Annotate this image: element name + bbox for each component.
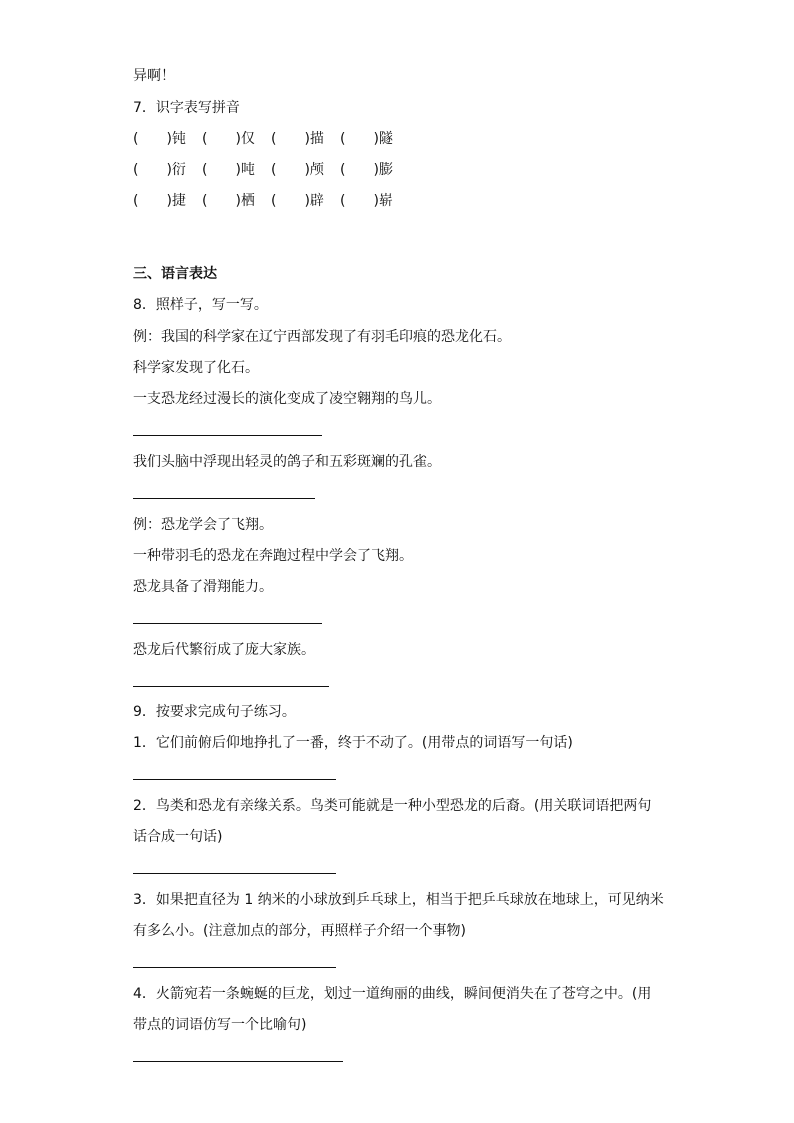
- q8-example-1-result: 科学家发现了化石。: [133, 360, 259, 376]
- pinyin-item: ( )吨: [202, 162, 255, 178]
- q8-sentence-3: 恐龙具备了滑翔能力。: [133, 579, 273, 595]
- pinyin-item: ( )辟: [271, 193, 324, 209]
- q9-item-4-line-1: 4．火箭宛若一条蜿蜒的巨龙，划过一道绚丽的曲线，瞬间便消失在了苍穹之中。(用: [133, 986, 652, 1002]
- q9-item-4-line-2: 带点的词语仿写一个比喻句): [133, 1017, 307, 1033]
- answer-blank[interactable]: [133, 873, 336, 874]
- pinyin-item: ( )崭: [340, 193, 393, 209]
- answer-blank[interactable]: [133, 967, 336, 968]
- answer-blank[interactable]: [133, 623, 322, 624]
- q9-item-3-line-2: 有多么小。(注意加点的部分，再照样子介绍一个事物): [133, 923, 466, 939]
- answer-blank[interactable]: [133, 498, 315, 499]
- q9-item-2-line-1: 2．鸟类和恐龙有亲缘关系。鸟类可能就是一种小型恐龙的后裔。(用关联词语把两句: [133, 798, 652, 814]
- intro-tail: 异啊！: [133, 68, 175, 84]
- q9-title: 9．按要求完成句子练习。: [133, 704, 296, 720]
- q9-item-1: 1．它们前俯后仰地挣扎了一番，终于不动了。(用带点的词语写一句话): [133, 735, 573, 751]
- pinyin-item: ( )衍: [133, 162, 186, 178]
- pinyin-item: ( )仅: [202, 131, 255, 147]
- pinyin-item: ( )捷: [133, 193, 186, 209]
- pinyin-item: ( )隧: [340, 131, 393, 147]
- pinyin-item: ( )描: [271, 131, 324, 147]
- q8-sentence-4: 恐龙后代繁衍成了庞大家族。: [133, 642, 315, 658]
- q8-example-1: 例：我国的科学家在辽宁西部发现了有羽毛印痕的恐龙化石。: [133, 329, 511, 345]
- q8-example-2: 例：恐龙学会了飞翔。: [133, 517, 273, 533]
- answer-blank[interactable]: [133, 435, 322, 436]
- q8-sentence-2: 我们头脑中浮现出轻灵的鸽子和五彩斑斓的孔雀。: [133, 454, 441, 470]
- q8-sentence-1: 一支恐龙经过漫长的演化变成了凌空翱翔的鸟儿。: [133, 391, 441, 407]
- pinyin-item: ( )钝: [133, 131, 186, 147]
- section-3-title: 三、语言表达: [133, 266, 217, 282]
- answer-blank[interactable]: [133, 686, 329, 687]
- pinyin-item: ( )膨: [340, 162, 393, 178]
- pinyin-item: ( )颅: [271, 162, 324, 178]
- q9-item-2-line-2: 话合成一句话): [133, 829, 223, 845]
- q8-example-2-result: 一种带羽毛的恐龙在奔跑过程中学会了飞翔。: [133, 548, 413, 564]
- pinyin-item: ( )栖: [202, 193, 255, 209]
- q9-item-3-line-1: 3．如果把直径为 1 纳米的小球放到乒乓球上，相当于把乒乓球放在地球上，可见纳米: [133, 892, 664, 908]
- q7-title: 7．识字表写拼音: [133, 100, 240, 116]
- answer-blank[interactable]: [133, 779, 336, 780]
- answer-blank[interactable]: [133, 1061, 343, 1062]
- q8-title: 8．照样子，写一写。: [133, 297, 268, 313]
